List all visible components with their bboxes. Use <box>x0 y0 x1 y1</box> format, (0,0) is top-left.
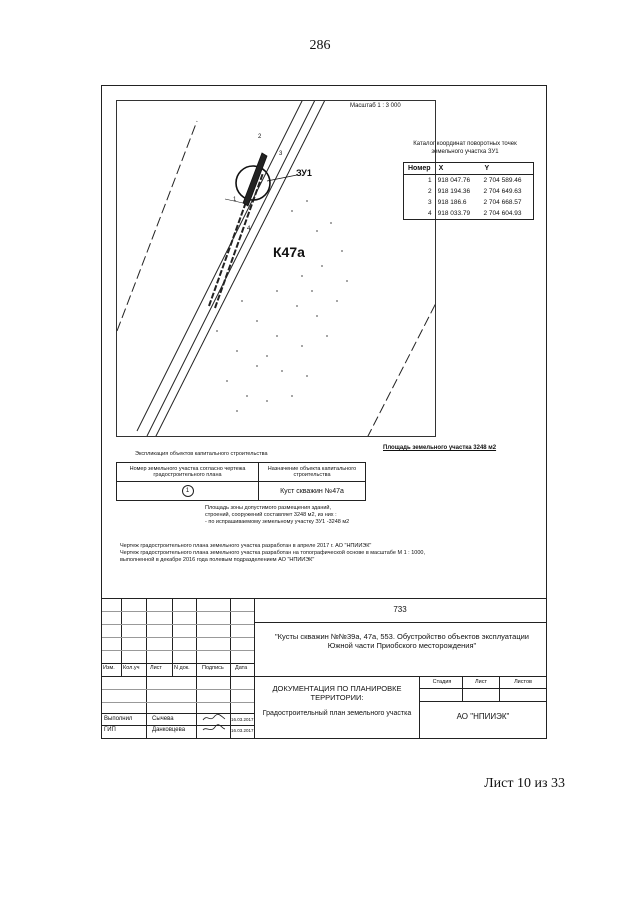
divider <box>196 598 197 738</box>
drawing-notes <box>120 543 500 564</box>
column-header: Номер земельного участка согласно чертежа градостроительного плана <box>117 463 259 482</box>
divider <box>254 598 255 738</box>
point-label: 2 <box>258 134 262 140</box>
sheet-counter: Лист 10 из 33 <box>484 776 565 791</box>
stage-header: Листов <box>514 679 532 685</box>
table-row <box>404 197 534 208</box>
area-caption: Площадь земельного участка 3248 м2 <box>383 445 497 451</box>
column-header: Номер <box>404 163 435 175</box>
point-label: 4 <box>247 226 251 232</box>
map-area <box>116 100 436 437</box>
stage-header: Лист <box>475 679 487 685</box>
table-cell: 4 <box>427 210 432 217</box>
table-cell: 918 033.79 <box>437 210 471 217</box>
project-code: 733 <box>393 605 407 614</box>
cluster-label: К47а <box>273 244 305 260</box>
zones-line: строений, сооружений составляет 3248 м2, из них : <box>205 512 337 518</box>
divider <box>419 701 546 702</box>
table-cell: 3 <box>427 199 432 206</box>
column-header: Лист <box>150 665 162 671</box>
signature-mark <box>202 713 226 723</box>
explication-title: Экспликация объектов капитального строительства <box>135 451 268 457</box>
zones-text <box>205 505 405 526</box>
map-scale: Масштаб 1 : 3 000 <box>350 103 401 109</box>
column-header: Дата <box>235 665 248 671</box>
table-cell: 2 <box>427 188 432 195</box>
table-cell <box>117 482 259 501</box>
table-row <box>117 482 366 501</box>
project-title: "Кусты скважин №№39а, 47а, 553. Обустройство объектов эксплуатации Южной части Приобского месторождения" <box>275 632 529 650</box>
zones-line: Площадь зоны допустимого размещения зданий, <box>205 505 332 511</box>
parcel-number-badge: 1 <box>182 485 194 497</box>
sign-date: 16.03.2017 <box>231 728 254 733</box>
table-row <box>404 175 534 187</box>
parcel-label: ЗУ1 <box>296 168 312 178</box>
note-line: Чертеж градостроительного плана земельного участка разработан в апреле 2017 г. АО "НПИИЭК" <box>120 543 372 549</box>
column-header: Назначение объекта капитального строительства <box>259 463 366 482</box>
title-block <box>102 598 546 738</box>
divider <box>146 598 147 738</box>
table-cell: 2 704 589.46 <box>483 177 522 184</box>
divider <box>102 676 546 677</box>
column-header: Изм. <box>103 665 115 671</box>
organization-name: АО "НПИИЭК" <box>456 712 510 721</box>
person-name: Данковцева <box>152 727 186 733</box>
document-title: ДОКУМЕНТАЦИЯ ПО ПЛАНИРОВКЕ ТЕРРИТОРИИ: <box>272 684 402 702</box>
column-header: Кол.уч <box>123 665 140 671</box>
zones-line: - по испрашиваемому земельному участку ЗУ1 -3248 м2 <box>205 519 350 525</box>
column-header: Подпись <box>202 665 224 671</box>
catalog-title: Каталог координат поворотных точек земельного участка ЗУ1 <box>413 141 517 155</box>
note-line: Чертеж градостроительного плана земельного участка разработан на топографической основе в масштабе М 1 : 1000, <box>120 550 425 556</box>
table-cell: 918 186.6 <box>437 199 467 206</box>
site-map-graphic <box>117 101 436 437</box>
column-header: X <box>435 163 481 175</box>
divider <box>419 676 420 738</box>
signature-mark <box>202 724 226 734</box>
divider <box>254 622 546 623</box>
table-cell: 2 704 649.63 <box>483 188 522 195</box>
explication-table <box>116 462 366 501</box>
point-label: 3 <box>279 151 283 157</box>
table-cell: 2 704 668.57 <box>483 199 522 206</box>
table-cell: 1 <box>427 177 432 184</box>
point-label: 1 <box>233 197 237 203</box>
table-cell: 2 704 604.93 <box>483 210 522 217</box>
table-cell: 918 194.36 <box>437 188 471 195</box>
person-name: Сычева <box>152 716 174 722</box>
table-cell: Куст скважин №47а <box>259 482 366 501</box>
note-line: выполненной в декабре 2016 года полевым подразделением АО "НПИИЭК" <box>120 557 315 563</box>
document-subtitle: Градостроительный план земельного участка <box>262 710 412 717</box>
page-number: 286 <box>309 38 331 53</box>
role-label: ГИП <box>104 727 116 733</box>
column-header: N док. <box>174 665 190 671</box>
stage-header: Стадия <box>432 679 452 685</box>
role-label: Выполнил <box>104 716 133 722</box>
sign-date: 16.03.2017 <box>231 717 254 722</box>
coordinates-table <box>403 162 534 220</box>
table-cell: 918 047.76 <box>437 177 471 184</box>
column-header: Y <box>481 163 534 175</box>
table-row <box>404 208 534 220</box>
divider <box>102 598 546 599</box>
table-row <box>404 186 534 197</box>
divider <box>419 688 546 689</box>
